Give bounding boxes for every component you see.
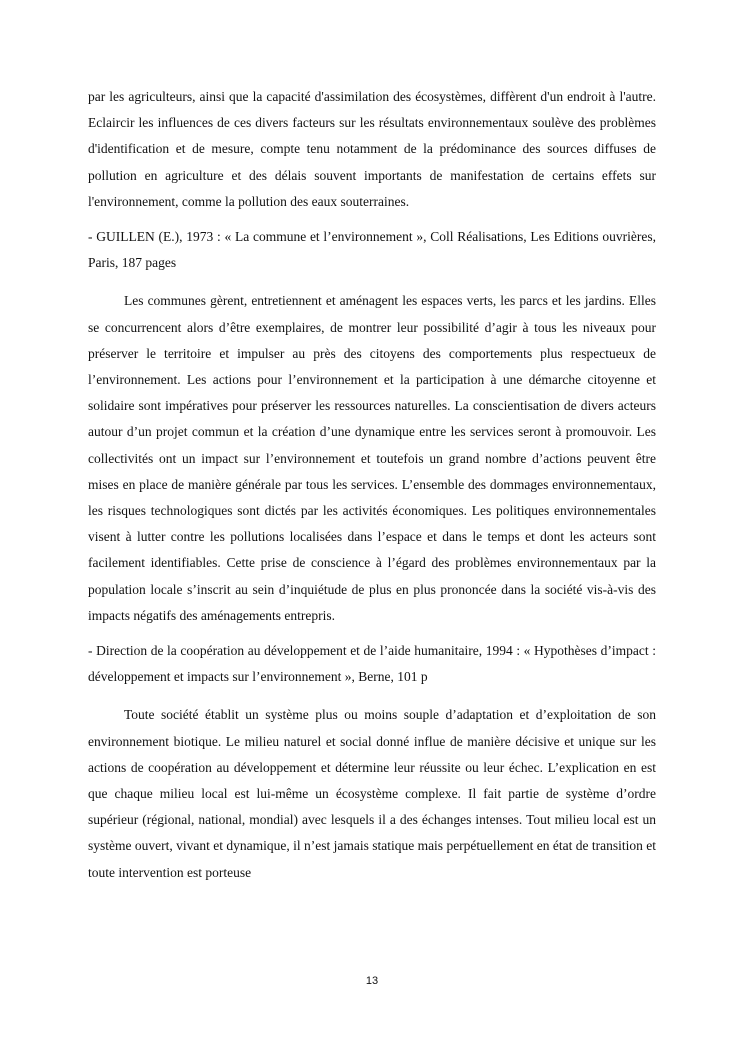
- paragraph-spacer: [88, 629, 656, 638]
- document-page: [88, 84, 656, 886]
- paragraph-spacer: [88, 215, 656, 224]
- page-number: 13: [365, 975, 379, 987]
- paragraph-agriculture-continuation: par les agriculteurs, ainsi que la capacité d'assimilation des écosystèmes, diffèrent d'un endroit à l'autre. Eclaircir les influences de ces divers facteurs sur les résultats environnementaux soulève des problèmes d'identification et de mesure, compte tenu notamment de la prédominance des sources diffuses de pollution en agriculture et des délais souvent importants de manifestation de certains effets sur l'environnement, comme la pollution des eaux souterraines.: [88, 89, 656, 209]
- reference-guillen: - GUILLEN (E.), 1973 : « La commune et l’environnement », Coll Réalisations, Les Editions ouvrières, Paris, 187 pages: [88, 229, 656, 271]
- reference-direction-cooperation: - Direction de la coopération au développement et de l’aide humanitaire, 1994 : « Hypothèses d’impact : développement et impacts sur l’environnement », Berne, 101 p: [88, 643, 656, 685]
- paragraph-societe: Toute société établit un système plus ou moins souple d’adaptation et d’exploitation de son environnement biotique. Le milieu naturel et social donné influe de manière décisive et unique sur les actions de coopération au développement et détermine leur réussite ou leur échec. L’explication en est que chaque milieu local est lui-même un écosystème complexe. Il fait partie de système d’ordre supérieur (régional, national, mondial) avec lesquels il a des échanges intenses. Tout milieu local est un système ouvert, vivant et dynamique, il n’est jamais statique mais perpétuellement en état de transition et toute intervention est porteuse: [88, 707, 656, 880]
- paragraph-spacer: [88, 276, 656, 288]
- paragraph-spacer: [88, 690, 656, 702]
- paragraph-communes: Les communes gèrent, entretiennent et aménagent les espaces verts, les parcs et les jardins. Elles se concurrencent alors d’être exemplaires, de montrer leur possibilité d’agir à tous les niveaux pour préserver le territoire et impulser au près des citoyens des comportements plus respectueux de l’environnement. Les actions pour l’environnement et la participation à une démarche citoyenne et solidaire sont impératives pour préserver les ressources naturelles. La conscientisation de divers acteurs autour d’un projet commun et la création d’une dynamique entre les services seront à promouvoir. Les collectivités ont un impact sur l’environnement et toutefois un grand nombre d’actions peuvent être mises en place de manière générale par tous les services. L’ensemble des dommages environnementaux, les risques technologiques sont dictés par les activités économiques. Les politiques environnementales visent à lutter contre les pollutions localisées dans l’espace et dans le temps et dont les acteurs sont facilement identifiables. Cette prise de conscience à l’égard des problèmes environnementaux par la population locale s’inscrit au sein d’inquiétude de plus en plus prononcée dans la société vis-à-vis des impacts négatifs des aménagements entrepris.: [88, 293, 656, 623]
